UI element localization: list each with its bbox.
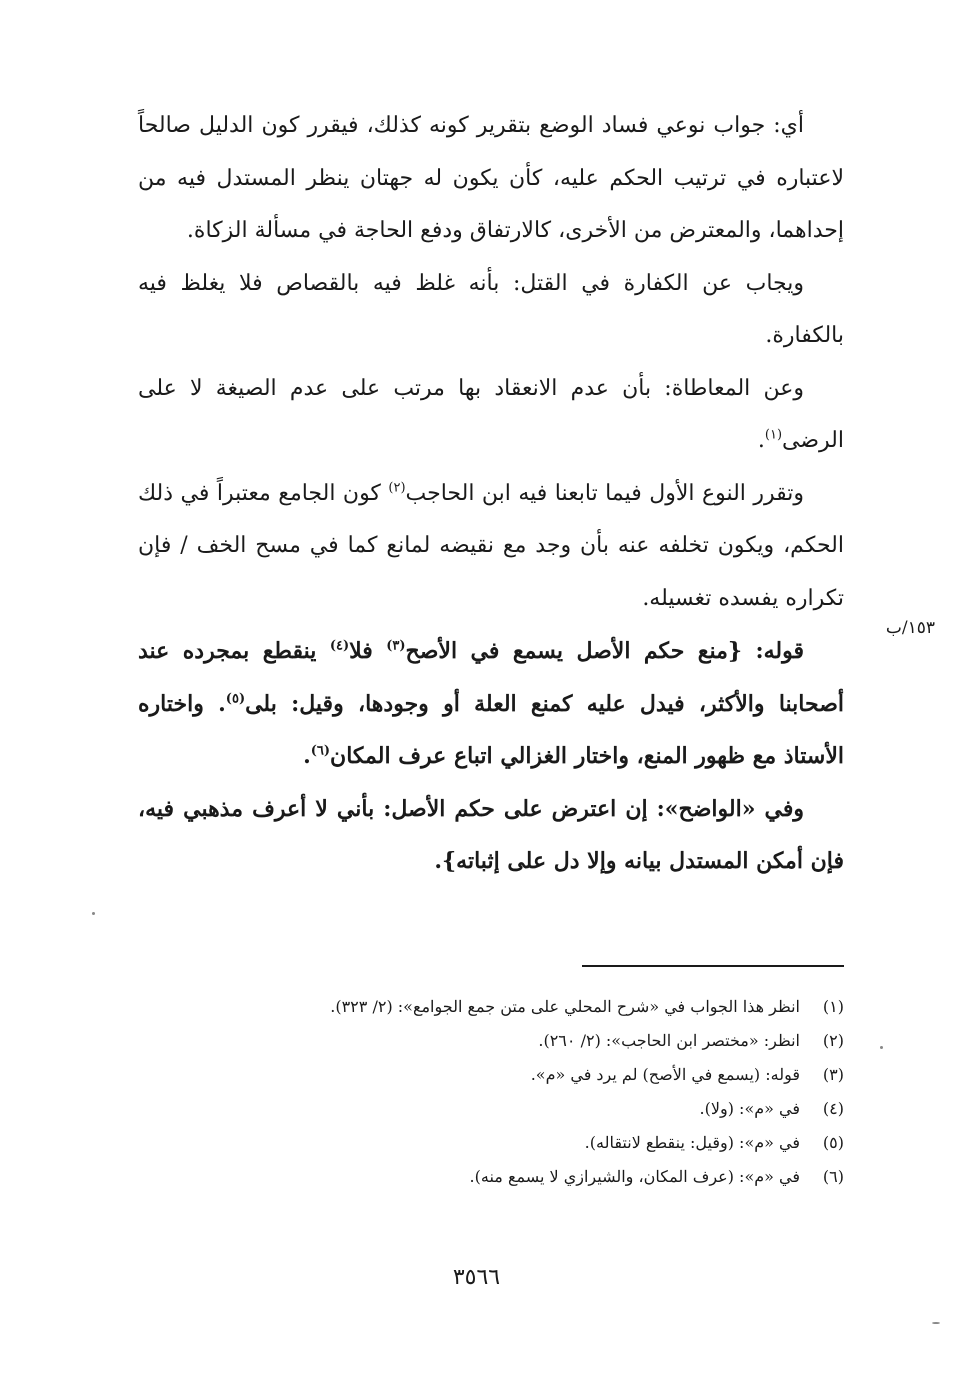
footnote xyxy=(138,1092,844,1126)
footnote-text: في «م»: (وقيل: ينقطع لانتقاله). xyxy=(584,1133,800,1152)
paragraph-text: فلا xyxy=(349,638,387,664)
paragraph-quote-statement xyxy=(138,625,844,783)
manuscript-folio-marker: ١٥٣/ب xyxy=(885,618,935,638)
footnote-divider xyxy=(582,965,844,967)
paragraph-text: وتقرر النوع الأول فيما تابعنا فيه ابن الحاجب xyxy=(405,480,805,506)
paragraph-text: كون الجامع معتبراً في ذلك الحكم، ويكون تخلفه عنه بأن وجد مع نقيضه لمانع كما في مسح الخف / فإن تكراره يفسده تغسيله. xyxy=(138,480,844,611)
footnote-number: (٦) xyxy=(822,1167,844,1186)
footnote-text: انظر هذا الجواب في «شرح المحلي على متن جمع الجوامع»: (٢/ ٣٢٣). xyxy=(330,997,800,1016)
footnote-number: (٤) xyxy=(822,1099,844,1118)
main-text xyxy=(138,100,844,888)
page-number: ٣٥٦٦ xyxy=(452,1265,501,1290)
scan-speck xyxy=(932,1322,940,1324)
paragraph-text: وفي «الواضح»: إن اعترض على حكم الأصل: بأني لا أعرف مذهبي فيه، فإن أمكن المستدل بيانه وإلا دل على إثباته}. xyxy=(138,795,844,874)
footnote-text: في «م»: (ولا). xyxy=(699,1099,800,1118)
footnote-text: انظر: «مختصر ابن الحاجب»: (٢/ ٢٦٠). xyxy=(538,1031,800,1050)
footnote xyxy=(138,1160,844,1194)
paragraph-text: أي: جواب نوعي فساد الوضع بتقرير كونه كذلك، فيقرر كون الدليل صالحاً لاعتباره في ترتيب الحكم عليه، كأن يكون له جهتان ينظر المستدل فيه من إحداهما، والمعترض من الأخرى، كالارتفاق ودفع الحاجة في مسألة الزكاة. xyxy=(138,113,844,243)
paragraph-text: . xyxy=(757,428,765,453)
footnote-number: (٥) xyxy=(822,1133,844,1152)
footnote-number: (٢) xyxy=(822,1031,844,1050)
paragraph-wadih xyxy=(138,783,844,888)
footnote-text: قوله: (يسمع في الأصح) لم يرد في «م». xyxy=(530,1065,800,1084)
footnote-ref: (٢) xyxy=(388,480,406,496)
footnote-ref: (٣) xyxy=(386,638,406,654)
footnote-number: (١) xyxy=(822,997,844,1016)
footnote-ref: (٦) xyxy=(310,743,331,759)
footnote xyxy=(138,990,844,1024)
paragraph-first-type xyxy=(138,468,844,626)
paragraph-text: ويجاب عن الكفارة في القتل: بأنه غلظ فيه بالقصاص فلا يغلظ فيه بالكفارة. xyxy=(138,270,844,348)
paragraph-answer-type xyxy=(138,100,844,258)
footnote xyxy=(138,1126,844,1160)
footnote-text: في «م»: (عرف المكان، والشيرازي لا يسمع منه). xyxy=(469,1167,800,1186)
footnote xyxy=(138,1024,844,1058)
paragraph-text: . واختاره الأستاذ مع ظهور المنع، واختار الغزالي اتباع عرف المكان xyxy=(138,690,844,769)
paragraph-text: ينقطع بمجرده عند أصحابنا والأكثر، فيدل عليه كمنع العلة أو وجودها، وقيل: بلى xyxy=(138,638,844,717)
footnote-ref: (٥) xyxy=(225,691,246,707)
paragraph-text: قوله: {منع حكم الأصل يسمع في الأصح xyxy=(405,638,804,664)
paragraph-text: وعن المعاطاة: بأن عدم الانعقاد بها مرتب على عدم الصيغة لا على الرضى xyxy=(138,375,844,453)
footnote-number: (٣) xyxy=(822,1065,844,1084)
footnote-ref: (١) xyxy=(764,427,783,443)
paragraph-expiation xyxy=(138,258,844,363)
paragraph-text: . xyxy=(303,743,311,769)
footnote xyxy=(138,1058,844,1092)
scan-speck xyxy=(880,1046,883,1049)
scan-speck xyxy=(92,912,95,915)
paragraph-muatat xyxy=(138,363,844,468)
footnotes xyxy=(138,990,844,1194)
footnote-ref: (٤) xyxy=(329,638,350,654)
